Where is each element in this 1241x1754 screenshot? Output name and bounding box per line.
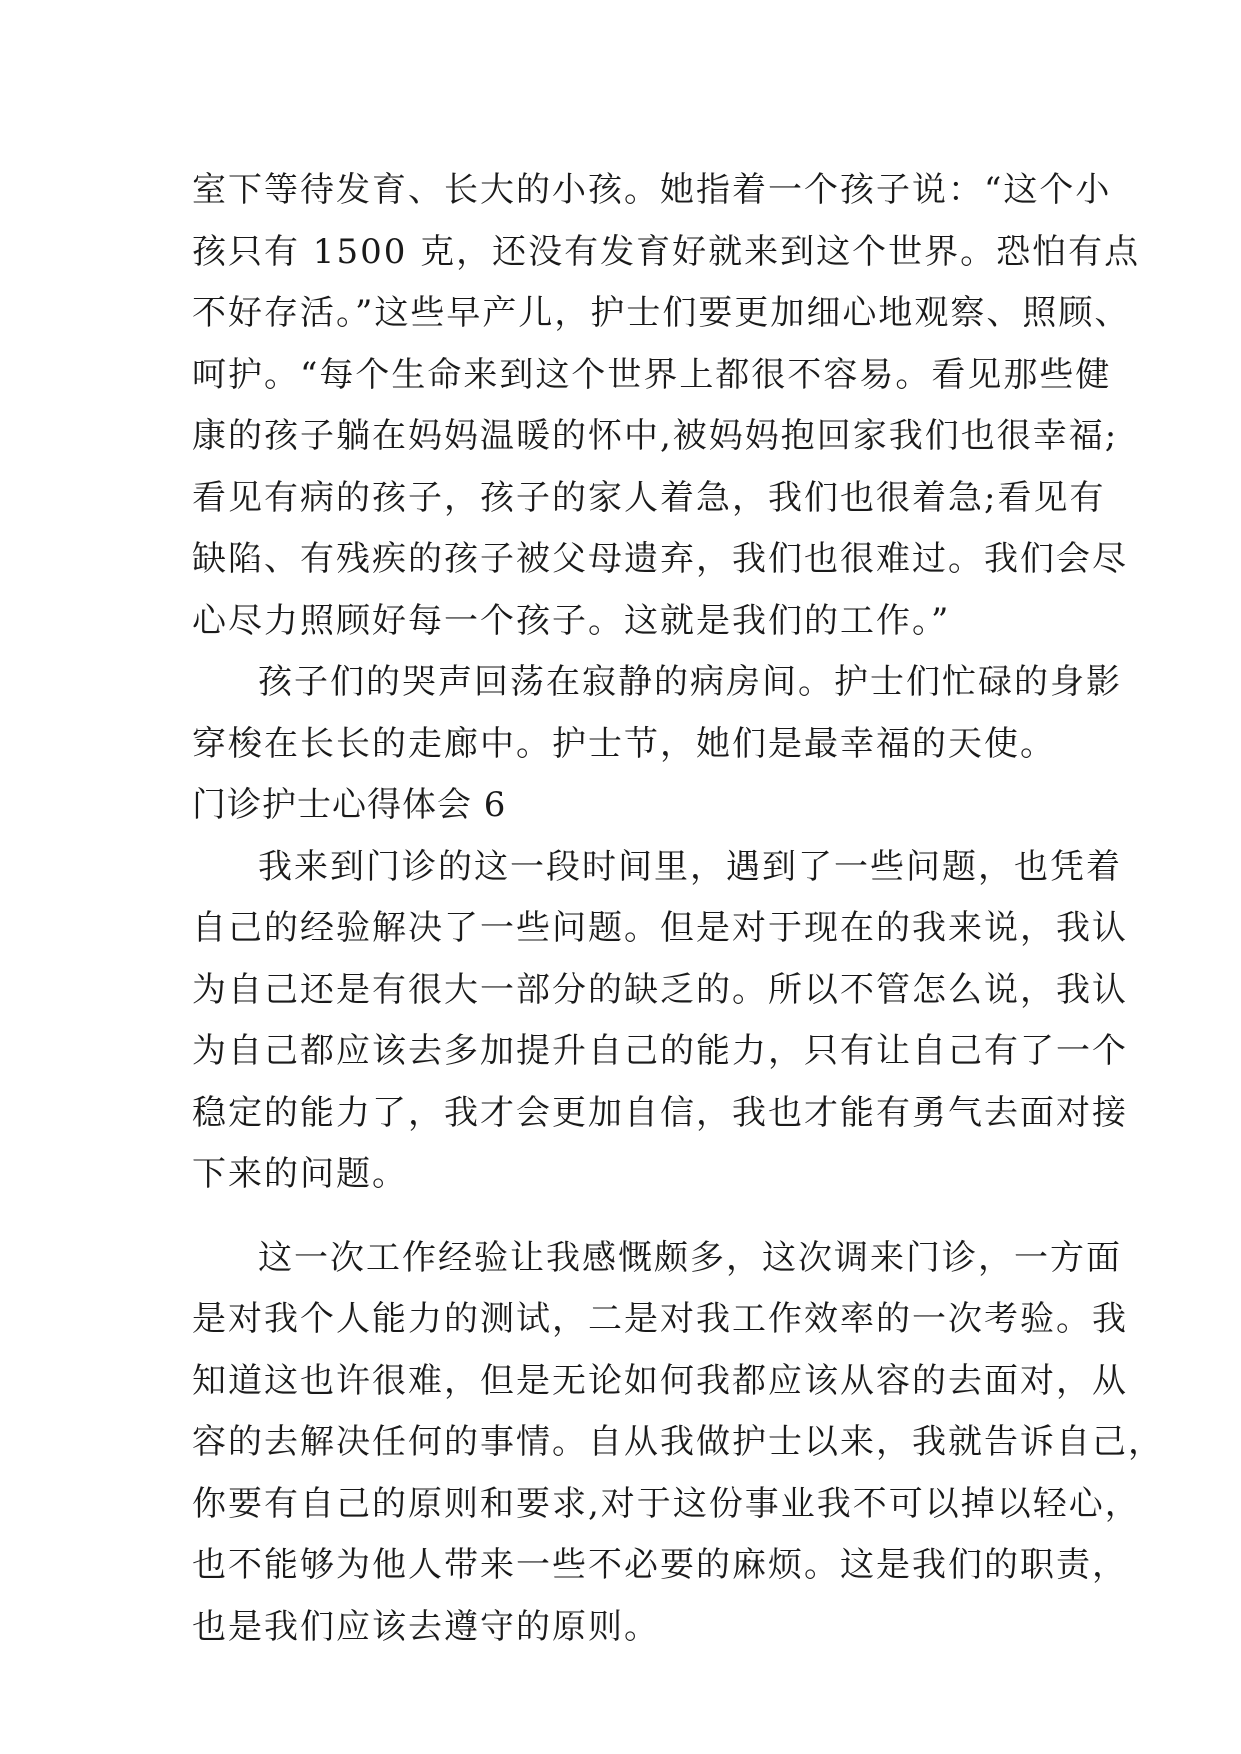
section-heading: 门诊护士心得体会 6 <box>192 785 507 825</box>
text-line: 你要有自己的原则和要求,对于这份事业我不可以掉以轻心， <box>192 1483 1141 1524</box>
text-line: 不好存活。”这些早产儿，护士们要更加细心地观察、照顾、 <box>192 293 1131 333</box>
text-line: 为自己还是有很大一部分的缺乏的。所以不管怎么说，我认 <box>192 969 1128 1010</box>
paragraph-intro <box>192 837 1128 1206</box>
text-line: 也不能够为他人带来一些不必要的麻烦。这是我们的职责， <box>192 1545 1128 1585</box>
text-line: 自己的经验解决了一些问题。但是对于现在的我来说，我认 <box>192 908 1128 948</box>
text-line: 我来到门诊的这一段时间里，遇到了一些问题，也凭着 <box>258 846 1122 887</box>
text-line: 室下等待发育、长大的小孩。她指着一个孩子说：“这个小 <box>192 170 1112 210</box>
paragraph-experience <box>192 1228 1164 1659</box>
text-line: 看见有病的孩子，孩子的家人着急，我们也很着急;看见有 <box>192 477 1106 518</box>
text-line: 孩子们的哭声回荡在寂静的病房间。护士们忙碌的身影 <box>258 662 1122 702</box>
text-line: 缺陷、有残疾的孩子被父母遗弃，我们也很难过。我们会尽 <box>192 539 1128 579</box>
text-line: 为自己都应该去多加提升自己的能力，只有让自己有了一个 <box>192 1031 1128 1071</box>
paragraph-gap <box>192 1206 1072 1228</box>
text-line: 知道这也许很难，但是无论如何我都应该从容的去面对，从 <box>192 1360 1128 1401</box>
text-line: 呵护。“每个生命来到这个世界上都很不容易。看见那些健 <box>192 354 1112 395</box>
text-line: 稳定的能力了，我才会更加自信，我也才能有勇气去面对接 <box>192 1092 1128 1133</box>
text-line: 下来的问题。 <box>192 1154 408 1194</box>
text-line: 也是我们应该去遵守的原则。 <box>192 1606 660 1647</box>
text-line: 孩只有 1500 克，还没有发育好就来到这个世界。恐怕有点 <box>192 231 1141 272</box>
text-line: 穿梭在长长的走廊中。护士节，她们是最幸福的天使。 <box>192 723 1056 764</box>
text-line: 容的去解决任何的事情。自从我做护士以来，我就告诉自己， <box>192 1422 1164 1462</box>
text-line: 这一次工作经验让我感慨颇多，这次调来门诊，一方面 <box>258 1237 1122 1278</box>
paragraph-closing <box>192 652 1122 775</box>
text-line: 心尽力照顾好每一个孩子。这就是我们的工作。” <box>192 600 951 641</box>
document-body <box>192 160 1164 1658</box>
paragraph-quote <box>192 160 1141 652</box>
text-line: 康的孩子躺在妈妈温暖的怀中,被妈妈抱回家我们也很幸福; <box>192 416 1119 456</box>
text-line: 是对我个人能力的测试，二是对我工作效率的一次考验。我 <box>192 1299 1128 1339</box>
